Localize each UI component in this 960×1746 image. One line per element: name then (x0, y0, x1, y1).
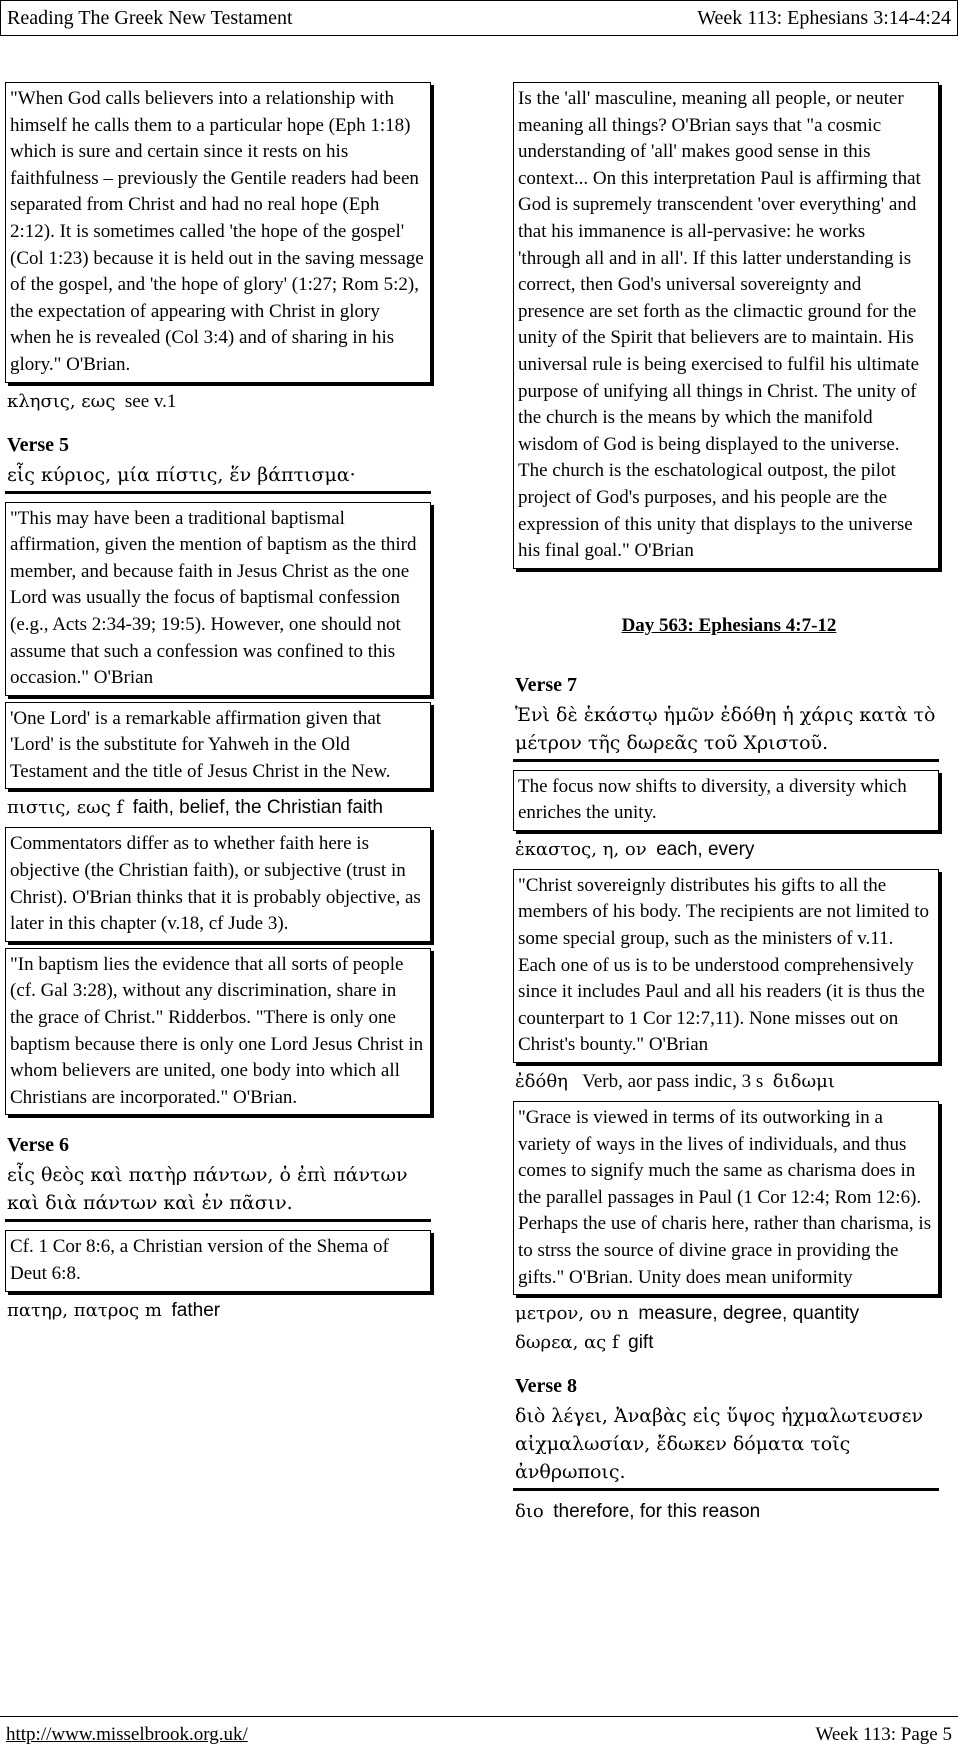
verse-8-heading: Verse 8 (515, 1375, 578, 1398)
page-footer (0, 1716, 958, 1746)
commentary-box: Is the 'all' masculine, meaning all people, or neuter meaning all things? O'Brian says that "a cosmic understanding of 'all' makes good sense in this context... On this interpretation Paul is affirming that God is supremely transcendent 'over everything' and that his immanence is all-pervasive: he works 'through all and in all'. If this latter understanding is correct, then God's universal sovereignty and presence are set forth as the climactic ground for the unity of the Spirit that believers are to maintain. His universal rule is being exercised to fulfil his ultimate purpose of unifying all things in Christ. The unity of the church is the means by which the manifold wisdom of God is being displayed to the universe. The church is the eschatological outpost, the pilot project of God's purposes, and his people are the expression of this unity that displays to the universe his final goal." O'Brian (513, 82, 939, 569)
vocab-entry (513, 1330, 945, 1356)
commentary-box: The focus now shifts to diversity, a diversity which enriches the unity. (513, 770, 939, 831)
vocab-entry (5, 389, 437, 415)
vocab-greek: πατηρ, πατρος m (7, 1299, 162, 1321)
vocab-gloss: father (171, 1299, 221, 1321)
vocab-greek: πιστις, εως f (7, 797, 124, 819)
verse-8-greek: διὸ λέγει, Ἀναβὰς εἰς ὕψος ἠχμαλωτευσεν αἰχμαλωσίαν, ἔδωκεν δόματα τοῖς ἀνθρωποις. (513, 1402, 939, 1491)
vocab-entry (5, 1298, 437, 1324)
vocab-entry (513, 837, 945, 863)
right-column (513, 82, 945, 1531)
left-column (5, 82, 437, 1330)
vocab-lemma: διδωμι (772, 1071, 835, 1093)
site-link[interactable]: http://www.misselbrook.org.uk/ (6, 1724, 248, 1745)
verse-5-heading: Verse 5 (7, 433, 70, 456)
commentary-box: Commentators differ as to whether faith here is objective (the Christian faith), or subjective (trust in Christ). O'Brian thinks that it is probably objective, as later in this chapter (v.18, cf Jude 3). (5, 827, 431, 941)
day-heading: Day 563: Ephesians 4:7-12 (621, 614, 837, 636)
vocab-gloss: faith, belief, the Christian faith (132, 797, 383, 819)
vocab-greek: μετρον, ου n (515, 1303, 629, 1325)
vocab-parse: Verb, aor pass indic, 3 s (582, 1071, 764, 1093)
commentary-box: Cf. 1 Cor 8:6, a Christian version of the Shema of Deut 6:8. (5, 1230, 431, 1291)
vocab-greek: διο (515, 1501, 544, 1523)
vocab-gloss: see v.1 (124, 390, 177, 412)
commentary-box: "Christ sovereignly distributes his gifts to all the members of his body. The recipients are not limited to some special group, such as the ministers of v.11. Each one of us is to be understood comprehensively since it includes Paul and all his readers (it is thus the counterpart to 1 Cor 12:7,11). None misses out on Christ's bounty." O'Brian (513, 869, 939, 1063)
vocab-greek: δωρεα, ας f (515, 1332, 619, 1354)
vocab-gloss: each, every (656, 838, 755, 860)
verse-7-greek: Ἑνὶ δὲ ἑκάστῳ ἡμῶν ἐδόθη ἡ χάρις κατὰ τὸ μέτρον τῆς δωρεᾶς τοῦ Χριστοῦ. (513, 701, 939, 762)
verse-6-heading: Verse 6 (7, 1134, 70, 1157)
vocab-gloss: measure, degree, quantity (638, 1303, 860, 1325)
verse-5-greek: εἷς κύριος, μία πίστις, ἕν βάπτισμα· (5, 461, 431, 494)
header-week: Week 113: Ephesians 3:14-4:24 (697, 6, 951, 29)
commentary-box: "When God calls believers into a relationship with himself he calls them to a particular hope (Eph 1:18) which is sure and certain since it rests on his faithfulness – previously the Gentile readers had been separated from Christ and had no real hope (Eph 2:12). It is sometimes called 'the hope of the gospel' (Col 1:23) because it is held out in the saving message of the gospel, and 'the hope of glory' (1:27; Rom 5:2), the expectation of appearing with Christ in glory when he is revealed (Col 3:4) and of sharing in his glory." O'Brian. (5, 82, 431, 383)
commentary-box: "This may have been a traditional baptismal affirmation, given the mention of baptism as the third member, and because faith in Jesus Christ as the one Lord was usually the focus of baptismal confession (e.g., Acts 2:34-39; 19:5). However, one should not assume that such a confession was confined to this occasion." O'Brian (5, 502, 431, 696)
verse-7-heading: Verse 7 (515, 673, 578, 696)
verse-6-greek: εἷς θεὸς καὶ πατὴρ πάντων, ὁ ἐπὶ πάντων καὶ διὰ πάντων καὶ ἐν πᾶσιν. (5, 1161, 431, 1222)
vocab-entry (513, 1069, 945, 1095)
commentary-box: "Grace is viewed in terms of its outworking in a variety of ways in the lives of individuals, and thus comes to signify much the same as charisma does in the parallel passages in Paul (1 Cor 12:4; Rom 12:6). Perhaps the use of charis here, rather than charisma, is to strss the source of divine grace in providing the gifts." O'Brian. Unity does mean uniformity (513, 1101, 939, 1295)
page-number: Week 113: Page 5 (815, 1724, 952, 1745)
vocab-entry (513, 1499, 945, 1525)
header-title: Reading The Greek New Testament (7, 6, 293, 29)
vocab-greek: κλησις, εως (7, 390, 116, 412)
vocab-greek: ἐδόθη (515, 1071, 568, 1093)
page-header (0, 0, 958, 36)
commentary-box: "In baptism lies the evidence that all sorts of people (cf. Gal 3:28), without any discrimination, share in the grace of Christ." Ridderbos. "There is only one baptism because there is only one Lord Jesus Christ in whom believers are united, one body into which all Christians are incorporated." O'Brian. (5, 948, 431, 1116)
commentary-box: 'One Lord' is a remarkable affirmation given that 'Lord' is the substitute for Yahweh in the Old Testament and the title of Jesus Christ in the New. (5, 702, 431, 790)
vocab-gloss: gift (628, 1332, 654, 1354)
vocab-entry (513, 1301, 945, 1327)
vocab-entry (5, 795, 437, 821)
vocab-gloss: therefore, for this reason (553, 1501, 761, 1523)
vocab-greek: ἑκαστος, η, ον (515, 838, 647, 860)
